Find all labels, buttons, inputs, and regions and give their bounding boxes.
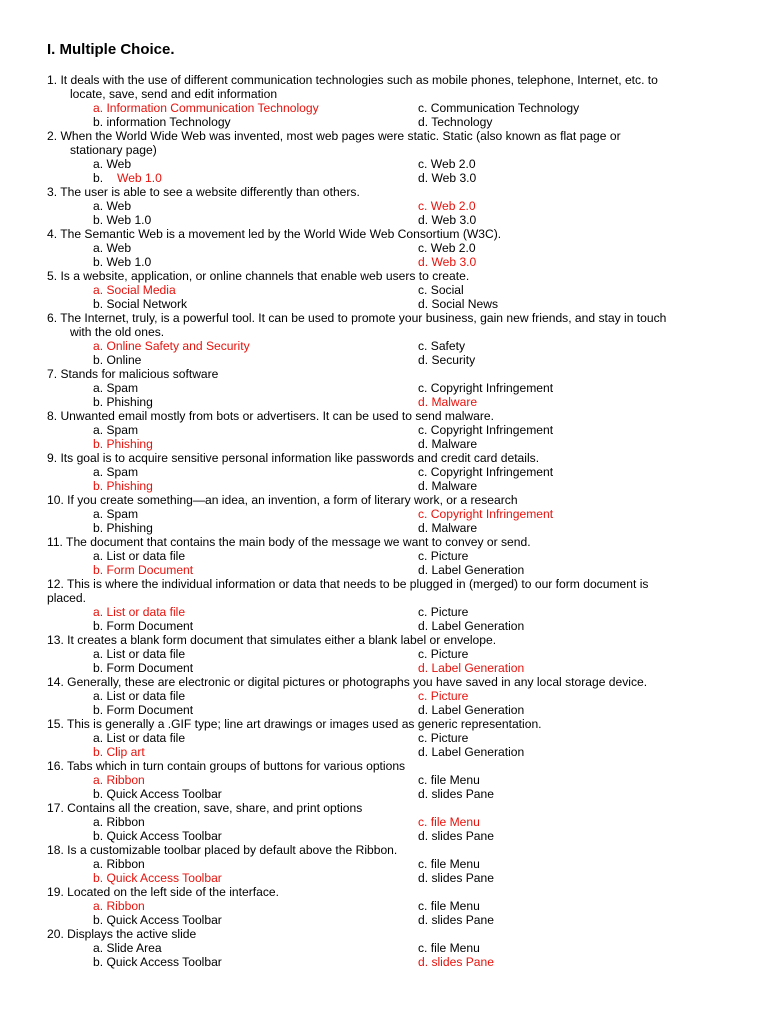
q10-option-d: d. Malware <box>418 521 478 535</box>
q5-option-a: a. Social Media <box>93 283 176 297</box>
q18-option-d: d. slides Pane <box>418 871 494 885</box>
q6-option-b: b. Online <box>93 353 142 367</box>
q11-option-b: b. Form Document <box>93 563 194 577</box>
q20-option-a: a. Slide Area <box>93 941 162 955</box>
q1-option-d: d. Technology <box>418 115 493 129</box>
q6-option-d: d. Security <box>418 353 476 367</box>
q12-option-b: b. Form Document <box>93 619 194 633</box>
q4-option-c: c. Web 2.0 <box>418 241 476 255</box>
q16-option-b: b. Quick Access Toolbar <box>93 787 222 801</box>
question-15-text: 15. This is generally a .GIF type; line art drawings or images used as generic representation. <box>47 717 542 731</box>
q1-option-a: a. Information Communication Technology <box>93 101 319 115</box>
q16-option-d: d. slides Pane <box>418 787 494 801</box>
q9-option-a: a. Spam <box>93 465 139 479</box>
question-5-text: 5. Is a website, application, or online channels that enable web users to create. <box>47 269 470 283</box>
q1-option-c: c. Communication Technology <box>418 101 580 115</box>
question-6-text: 6. The Internet, truly, is a powerful tool. It can be used to promote your business, gain new friends, and stay in touch <box>47 311 667 325</box>
question-3-text: 3. The user is able to see a website differently than others. <box>47 185 360 199</box>
q7-option-d: d. Malware <box>418 395 478 409</box>
q20-option-b: b. Quick Access Toolbar <box>93 955 222 969</box>
q5-option-c: c. Social <box>418 283 464 297</box>
q9-option-d: d. Malware <box>418 479 478 493</box>
question-17-text: 17. Contains all the creation, save, share, and print options <box>47 801 363 815</box>
q11-option-a: a. List or data file <box>93 549 186 563</box>
q13-option-a: a. List or data file <box>93 647 186 661</box>
q10-option-c: c. Copyright Infringement <box>418 507 554 521</box>
question-20-text: 20. Displays the active slide <box>47 927 197 941</box>
q3-option-a: a. Web <box>93 199 132 213</box>
question-4-text: 4. The Semantic Web is a movement led by the World Wide Web Consortium (W3C). <box>47 227 502 241</box>
q14-option-b: b. Form Document <box>93 703 194 717</box>
q12-option-c: c. Picture <box>418 605 469 619</box>
q19-option-a: a. Ribbon <box>93 899 145 913</box>
q11-option-c: c. Picture <box>418 549 469 563</box>
q6-option-c: c. Safety <box>418 339 466 353</box>
q2-option-d: d. Web 3.0 <box>418 171 477 185</box>
question-12-text: 12. This is where the individual information or data that needs to be plugged in (merged) to our form document is <box>47 577 649 591</box>
q7-option-c: c. Copyright Infringement <box>418 381 554 395</box>
q13-option-d: d. Label Generation <box>418 661 525 675</box>
question-1-text-cont: locate, save, send and edit information <box>70 87 278 101</box>
question-12-text-cont: placed. <box>47 591 86 605</box>
q11-option-d: d. Label Generation <box>418 563 525 577</box>
q1-option-b: b. information Technology <box>93 115 231 129</box>
q3-option-d: d. Web 3.0 <box>418 213 477 227</box>
q4-option-a: a. Web <box>93 241 132 255</box>
q19-option-c: c. file Menu <box>418 899 480 913</box>
q4-option-d: d. Web 3.0 <box>418 255 477 269</box>
q2-option-a: a. Web <box>93 157 132 171</box>
q17-option-a: a. Ribbon <box>93 815 145 829</box>
q3-option-b: b. Web 1.0 <box>93 213 152 227</box>
section-heading: I. Multiple Choice. <box>47 41 175 58</box>
question-19-text: 19. Located on the left side of the interface. <box>47 885 279 899</box>
question-8-text: 8. Unwanted email mostly from bots or advertisers. It can be used to send malware. <box>47 409 494 423</box>
q3-option-c: c. Web 2.0 <box>418 199 476 213</box>
question-2-text-cont: stationary page) <box>70 143 157 157</box>
q18-option-a: a. Ribbon <box>93 857 145 871</box>
q14-option-d: d. Label Generation <box>418 703 525 717</box>
q19-option-d: d. slides Pane <box>418 913 494 927</box>
q14-option-c: c. Picture <box>418 689 469 703</box>
q9-option-c: c. Copyright Infringement <box>418 465 554 479</box>
q13-option-c: c. Picture <box>418 647 469 661</box>
question-16-text: 16. Tabs which in turn contain groups of buttons for various options <box>47 759 406 773</box>
q5-option-d: d. Social News <box>418 297 498 311</box>
q8-option-b: b. Phishing <box>93 437 153 451</box>
q12-option-d: d. Label Generation <box>418 619 525 633</box>
q17-option-c: c. file Menu <box>418 815 480 829</box>
q15-option-b: b. Clip art <box>93 745 145 759</box>
question-1-text: 1. It deals with the use of different communication technologies such as mobile phones, telephone, Internet, etc. to <box>47 73 658 87</box>
q18-option-c: c. file Menu <box>418 857 480 871</box>
question-18-text: 18. Is a customizable toolbar placed by default above the Ribbon. <box>47 843 398 857</box>
question-6-text-cont: with the old ones. <box>70 325 165 339</box>
question-14-text: 14. Generally, these are electronic or digital pictures or photographs you have saved in any local storage device. <box>47 675 648 689</box>
q18-option-b: b. Quick Access Toolbar <box>93 871 222 885</box>
q14-option-a: a. List or data file <box>93 689 186 703</box>
q17-option-b: b. Quick Access Toolbar <box>93 829 222 843</box>
q15-option-a: a. List or data file <box>93 731 186 745</box>
q9-option-b: b. Phishing <box>93 479 153 493</box>
question-10-text: 10. If you create something—an idea, an invention, a form of literary work, or a research <box>47 493 518 507</box>
q5-option-b: b. Social Network <box>93 297 188 311</box>
question-9-text: 9. Its goal is to acquire sensitive personal information like passwords and credit card details. <box>47 451 540 465</box>
question-11-text: 11. The document that contains the main body of the message we want to convey or send. <box>47 535 531 549</box>
question-7-text: 7. Stands for malicious software <box>47 367 219 381</box>
q12-option-a: a. List or data file <box>93 605 186 619</box>
q10-option-a: a. Spam <box>93 507 139 521</box>
q15-option-d: d. Label Generation <box>418 745 525 759</box>
q4-option-b: b. Web 1.0 <box>93 255 152 269</box>
q8-option-a: a. Spam <box>93 423 139 437</box>
q16-option-c: c. file Menu <box>418 773 480 787</box>
q15-option-c: c. Picture <box>418 731 469 745</box>
q7-option-b: b. Phishing <box>93 395 153 409</box>
q2-option-b-label: b. <box>93 171 104 185</box>
q7-option-a: a. Spam <box>93 381 139 395</box>
q6-option-a: a. Online Safety and Security <box>93 339 250 353</box>
q17-option-d: d. slides Pane <box>418 829 494 843</box>
q20-option-c: c. file Menu <box>418 941 480 955</box>
question-2-text: 2. When the World Wide Web was invented, most web pages were static. Static (also known as flat page or <box>47 129 621 143</box>
q8-option-c: c. Copyright Infringement <box>418 423 554 437</box>
q8-option-d: d. Malware <box>418 437 478 451</box>
q13-option-b: b. Form Document <box>93 661 194 675</box>
q16-option-a: a. Ribbon <box>93 773 145 787</box>
q20-option-d: d. slides Pane <box>418 955 494 969</box>
q2-option-c: c. Web 2.0 <box>418 157 476 171</box>
question-13-text: 13. It creates a blank form document that simulates either a blank label or envelope. <box>47 633 497 647</box>
q10-option-b: b. Phishing <box>93 521 153 535</box>
q2-option-b: Web 1.0 <box>117 171 162 185</box>
q19-option-b: b. Quick Access Toolbar <box>93 913 222 927</box>
